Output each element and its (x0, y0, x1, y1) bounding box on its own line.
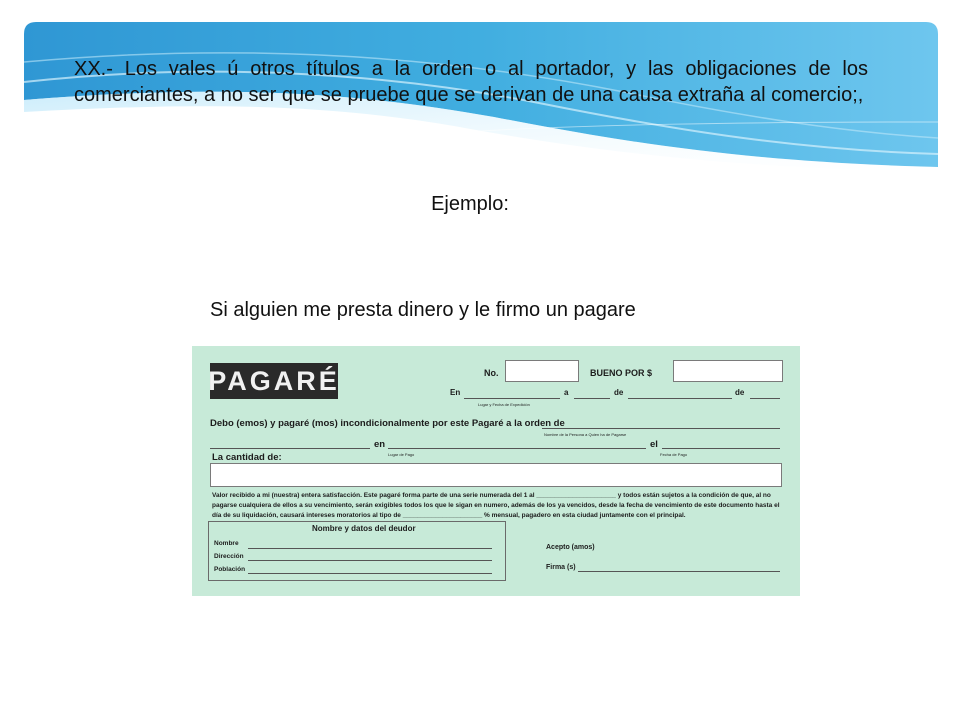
poblacion-line (248, 573, 492, 574)
main-paragraph: XX.- Los vales ú otros títulos a la orden o al portador, y las obligaciones de los comerciantes, a no ser que se pruebe que se derivan de una causa extraña al comercio;, (74, 58, 868, 106)
pagare-title: PAGARÉ (210, 363, 338, 399)
firmas-line (578, 571, 780, 572)
debo-text: Debo (emos) y pagaré (mos) incondicionalmente por este Pagaré a la orden de (210, 418, 565, 429)
bueno-field (673, 360, 783, 382)
de2-label: de (735, 388, 745, 397)
de-label: de (614, 388, 624, 397)
de-line (628, 398, 732, 399)
persona-caption: Nombre de la Persona a Quien ha de Pagarse (544, 432, 627, 437)
en2-label: en (374, 439, 386, 450)
fecha-pago-line (662, 448, 780, 449)
direccion-label: Dirección (214, 553, 244, 560)
pagare-form-image (192, 346, 800, 596)
valor-text: Valor recibido a mi (nuestra) entera satisfacción. Este pagaré forma parte de una serie numerada del 1 al ______________________ y todos están sujetos a la condición de que, al no pagarse cualquiera de ellos a su vencimiento, serán exigibles todos los que le sigan en numero, además de los ya vencidos, desde la fecha de vencimiento de este documento hasta el día de su liquidación, causará intereses moratorios al tipo de ______________________ % mensual, pagadero en esta ciudad juntamente con el principal. (212, 492, 780, 519)
example-sentence: Si alguien me presta dinero y le firmo un pagare (210, 299, 636, 321)
firmas-label: Firma (s) (546, 564, 576, 571)
en-label: En (450, 388, 461, 397)
deudor-header: Nombre y datos del deudor (312, 524, 416, 533)
de2-line (750, 398, 780, 399)
orden-line (542, 428, 780, 429)
example-label: Ejemplo: (431, 193, 509, 215)
a-label: a (564, 388, 569, 397)
acepto-label: Acepto (amos) (546, 544, 595, 551)
cantidad-label: La cantidad de: (212, 452, 282, 463)
no-label: No. (484, 368, 499, 378)
lugar-pago-line (388, 448, 646, 449)
el-label: el (650, 439, 658, 450)
cantidad-field (210, 463, 782, 487)
nombre-label: Nombre (214, 540, 239, 547)
a-line (574, 398, 610, 399)
bueno-label: BUENO POR $ (590, 368, 653, 378)
lugar-pago-caption: Lugar de Pago (388, 452, 415, 457)
direccion-line (248, 560, 492, 561)
lugar-fecha-caption: Lugar y Fecha de Expedición (478, 402, 530, 407)
en-line (464, 398, 560, 399)
no-field (505, 360, 579, 382)
left-line (210, 448, 370, 449)
fecha-pago-caption: Fecha de Pago (660, 452, 688, 457)
poblacion-label: Población (214, 566, 246, 573)
nombre-line (248, 548, 492, 549)
